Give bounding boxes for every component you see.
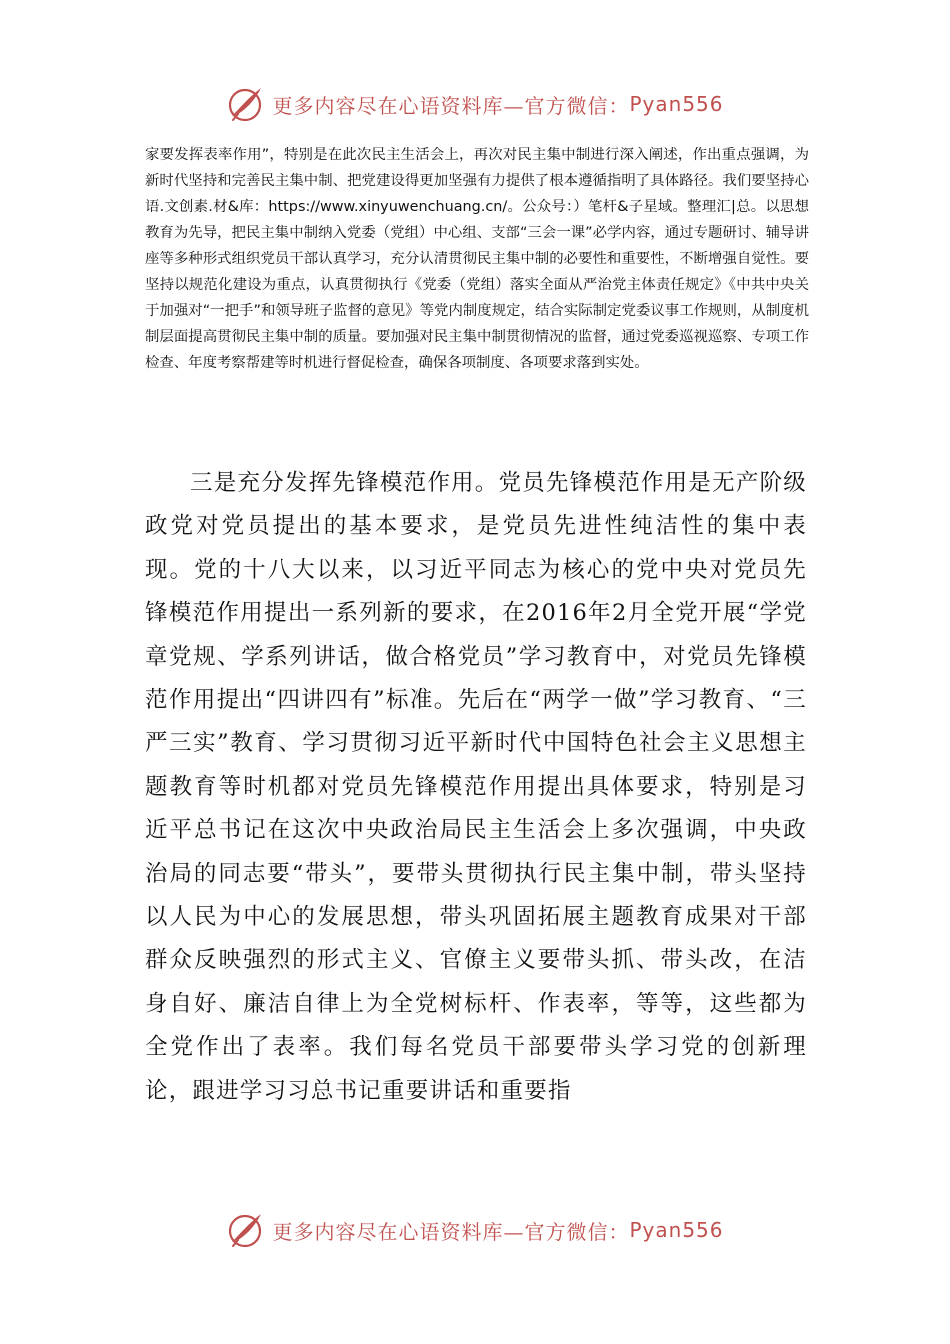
footer-watermark-banner — [0, 1206, 950, 1254]
footer-slogan: 更多内容尽在心语资料库—官方微信： — [272, 1219, 630, 1244]
header-slogan: 更多内容尽在心语资料库—官方微信： — [272, 93, 630, 118]
header-watermark-banner — [0, 80, 950, 128]
quill-pen-icon — [226, 1210, 266, 1250]
quill-pen-icon — [226, 84, 266, 124]
continued-paragraph: 家要发挥表率作用”，特别是在此次民主生活会上，再次对民主集中制进行深入阐述，作出重点强调，为新时代坚持和完善民主集中制、把党建设得更加坚强有力提供了根本遵循指明了具体路径。我们要坚持心语.文创素.材&库：https://www.xinyuwenchuang.cn/。公众号：）笔杆&子星域。整理汇|总。以思想教育为先导，把民主集中制纳入党委（党组）中心组、支部“三会一课”必学内容，通过专题研讨、辅导讲座等多种形式组织党员干部认真学习，充分认清贯彻民主集中制的必要性和重要性，不断增强自觉性。要坚持以规范化建设为重点，认真贯彻执行《党委（党组）落实全面从严治党主体责任规定》《中共中央关于加强对“一把手”和领导班子监督的意见》等党内制度规定，结合实际制定党委议事工作规则，从制度机制层面提高贯彻民主集中制的质量。要加强对民主集中制贯彻情况的监督，通过党委巡视巡察、专项工作检查、年度考察帮建等时机进行督促检查，确保各项制度、各项要求落到实处。 — [145, 147, 809, 371]
header-wechat-id: Pyan556 — [629, 92, 724, 116]
paragraph-three: 三是充分发挥先锋模范作用。党员先锋模范作用是无产阶级政党对党员提出的基本要求，是党员先进性纯洁性的集中表现。党的十八大以来，以习近平同志为核心的党中央对党员先锋模范作用提出一系列新的要求，在2016年2月全党开展“学党章党规、学系列讲话，做合格党员”学习教育中，对党员先锋模范作用提出“四讲四有”标准。先后在“两学一做”学习教育、“三严三实”教育、学习贯彻习近平新时代中国特色社会主义思想主题教育等时机都对党员先锋模范作用提出具体要求，特别是习近平总书记在这次中央政治局民主生活会上多次强调，中央政治局的同志要“带头”，要带头贯彻执行民主集中制，带头坚持以人民为中心的发展思想，带头巩固拓展主题教育成果对干部群众反映强烈的形式主义、官僚主义要带头抓、带头改，在洁身自好、廉洁自律上为全党树标杆、作表率，等等，这些都为全党作出了表率。我们每名党员干部要带头学习党的创新理论，跟进学习习总书记重要讲话和重要指 — [145, 470, 807, 1104]
footer-wechat-id: Pyan556 — [629, 1218, 724, 1242]
